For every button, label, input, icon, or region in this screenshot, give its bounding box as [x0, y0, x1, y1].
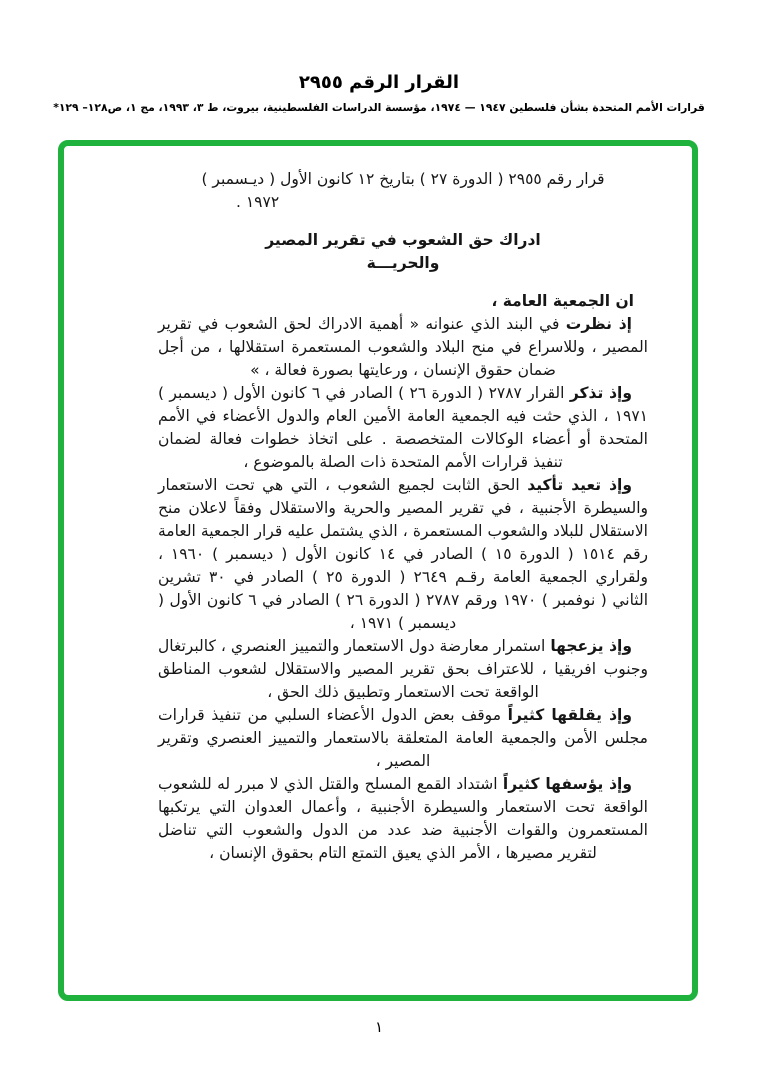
resolution-paragraphs	[158, 313, 648, 865]
paragraph-text: القرار ٢٧٨٧ ( الدورة ٢٦ ) الصادر في ٦ كانون الأول ( ديسمبر ) ١٩٧١ ، الذي حثت فيه الجمعية العامة الأمين العام والدول الأعضاء في الأمم المتحدة أو أعضاء الوكالات المتخصصة . على اتخاذ خطوات فعالة لضمان تنفيذ قرارات الأمم المتحدة ذات الصلة بالموضوع ،	[158, 384, 648, 471]
resolution-title-line-2: ١٩٧٢ .	[236, 193, 280, 211]
resolution-paragraph	[158, 382, 648, 474]
paragraph-text: موقف بعض الدول الأعضاء السلبي من تنفيذ قرارات مجلس الأمن والجمعية العامة المتعلقة بالاستعمار والتمييز العنصري وتقرير المصير ،	[158, 706, 648, 770]
paragraph-lead: وإذ يزعجها	[550, 637, 632, 655]
paragraph-text: استمرار معارضة دول الاستعمار والتمييز العنصري ، كالبرتغال وجنوب افريقيا ، للاعتراف بحق تقرير المصير والاستقلال لشعوب المناطق الواقعة تحت الاستعمار وتطبيق ذلك الحق ،	[158, 637, 648, 701]
paragraph-lead: وإذ تذكر	[569, 384, 632, 402]
paragraph-lead: وإذ تعيد تأكيد	[527, 476, 632, 494]
resolution-body	[158, 168, 648, 865]
page-number: ١	[374, 1018, 384, 1036]
paragraph-text: اشتداد القمع المسلح والقتل الذي لا مبرر له للشعوب الواقعة تحت الاستعمار والسيطرة الأجنبية ، وأعمال العدوان التي يرتكبها المستعمرون والقوات الأجنبية ضد عدد من الدول والشعوب التي تناضل لتقرير مصيرها ، الأمر الذي يعيق التمتع التام بحقوق الإنسان ،	[158, 775, 648, 862]
paragraph-text: في البند الذي عنوانه « أهمية الادراك لحق الشعوب في تقرير المصير ، وللاسراع في منح البلاد والشعوب المستعمرة استقلالها ، من أجل ضمان حقوق الإنسان ، ورعايتها بصورة فعالة ، »	[158, 315, 648, 379]
green-annotation-frame	[58, 140, 698, 1001]
paragraph-lead: وإذ يقلقها كثيراً	[507, 706, 632, 724]
resolution-title-line-1: قرار رقم ٢٩٥٥ ( الدورة ٢٧ ) بتاريخ ١٢ كانون الأول ( ديـسمبر )	[201, 170, 605, 188]
page-title: القرار الرقم ٢٩٥٥	[298, 72, 460, 93]
resolution-paragraph	[158, 313, 648, 382]
resolution-paragraph	[158, 704, 648, 773]
paragraph-lead: وإذ يؤسفها كثيراً	[502, 775, 632, 793]
resolution-opening: ان الجمعية العامة ،	[491, 292, 634, 310]
paragraph-lead: إذ نظرت	[565, 315, 632, 333]
resolution-subject-line-1: ادراك حق الشعوب في تقرير المصير	[265, 231, 541, 249]
source-citation: قرارات الأمم المتحدة بشأن فلسطين ١٩٤٧ — ١٩٧٤، مؤسسة الدراسات الفلسطينية، بيروت، ط ٣، ١٩٩٣، مج ١، ص١٢٨– ١٢٩*	[53, 101, 705, 114]
resolution-subject-line-2: والحريـــة	[366, 254, 440, 272]
resolution-paragraph	[158, 635, 648, 704]
resolution-paragraph	[158, 474, 648, 635]
paragraph-text: الحق الثابت لجميع الشعوب ، التي هي تحت الاستعمار والسيطرة الأجنبية ، في تقرير المصير والحرية والاستقلال وفقاً لاعلان منح الاستقلال للبلاد والشعوب المستعمرة ، الذي يشتمل عليه قرار الجمعية العامة رقم ١٥١٤ ( الدورة ١٥ ) الصادر في ١٤ كانون الأول ( ديسمبر ) ١٩٦٠ ، ولقراري الجمعية العامة رقـم ٢٦٤٩ ( الدورة ٢٥ ) الصادر في ٣٠ تشرين الثاني ( نوفمبر ) ١٩٧٠ ورقم ٢٧٨٧ ( الدورة ٢٦ ) الصادر في ٦ كانون الأول ( ديسمبر ) ١٩٧١ ،	[158, 476, 649, 632]
resolution-paragraph	[158, 773, 648, 865]
